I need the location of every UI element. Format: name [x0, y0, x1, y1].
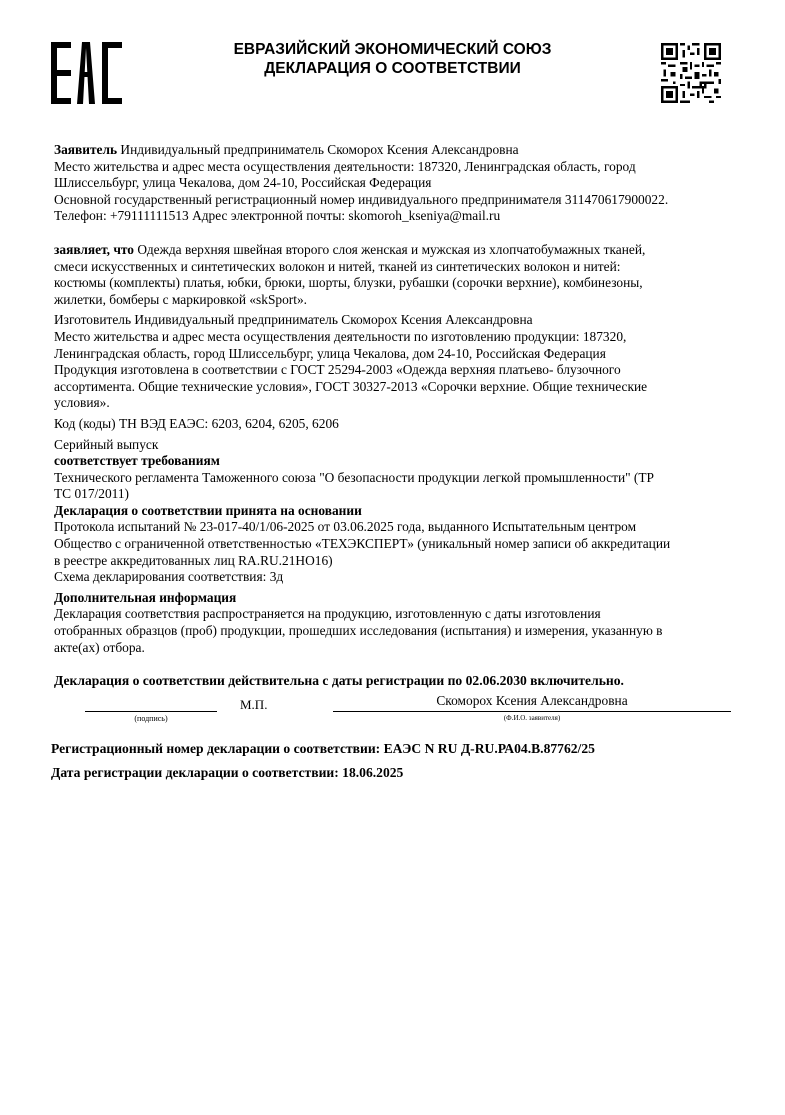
- qr-code-icon[interactable]: [661, 43, 721, 103]
- manufacturer-line-6: условия».: [54, 395, 110, 411]
- declares-line-1: [54, 242, 734, 259]
- signature-line: [85, 711, 217, 712]
- basis-line-3: в реестре аккредитованных лиц RA.RU.21НО16): [54, 552, 333, 568]
- applicant-ogrn: Основной государственный регистрационный номер индивидуального предпринимателя 311470617900022.: [54, 191, 669, 207]
- basis-line-2: Общество с ограниченной ответственностью «ТЕХЭКСПЕРТ» (уникальный номер записи об аккредитации: [54, 536, 671, 552]
- requirements-line-1: Технического регламента Таможенного союза "О безопасности продукции легкой промышленности" (ТР: [54, 469, 655, 485]
- basis-line-1: Протокола испытаний № 23-017-40/1/06-2025 от 03.06.2025 года, выданного Испытательным центром: [54, 519, 637, 535]
- full-name-line: [333, 711, 731, 712]
- requirements-line-2: ТС 017/2011): [54, 486, 130, 502]
- applicant-label: Заявитель: [54, 142, 118, 157]
- declares-line-2: смеси искусственных и синтетических волокон и нитей, тканей из синтетических волокон и нитей:: [54, 258, 621, 274]
- manufacturer-line-2: Место жительства и адрес места осуществления деятельности по изготовлению продукции: 187320,: [54, 328, 627, 344]
- header-union-title: ЕВРАЗИЙСКИЙ ЭКОНОМИЧЕСКИЙ СОЮЗ: [233, 41, 552, 58]
- manufacturer-line-5: ассортимента. Общие технические условия», ГОСТ 30327-2013 «Сорочки верхние. Общие технические: [54, 378, 648, 394]
- declares-line-4: жилетки, бомберы с маркировкой «skSport».: [54, 291, 308, 307]
- applicant-address-line-1: Место жительства и адрес места осуществления деятельности: 187320, Ленинградская область, город: [54, 158, 636, 174]
- tn-ved-codes: Код (коды) ТН ВЭД ЕАЭС: 6203, 6204, 6205, 6206: [54, 415, 339, 431]
- applicant-line: [54, 142, 734, 159]
- additional-info-label: Дополнительная информация: [54, 589, 237, 605]
- document-header: [160, 40, 625, 78]
- declaration-body: [54, 142, 734, 656]
- eac-mark-icon: [51, 42, 123, 104]
- manufacturer-line-1: Изготовитель Индивидуальный предприниматель Скоморох Ксения Александровна: [54, 312, 533, 328]
- validity-statement: Декларация о соответствии действительна с даты регистрации по 02.06.2030 включительно.: [54, 673, 624, 688]
- applicant-address-line-2: Шлиссельбург, улица Чекалова, дом 24-10, Российская Федерация: [54, 175, 432, 191]
- full-name-caption: (Ф.И.О. заявителя): [503, 714, 561, 722]
- serial-production: Серийный выпуск: [54, 436, 159, 452]
- declares-text: Одежда верхняя швейная второго слоя женская и мужская из хлопчатобумажных тканей,: [134, 241, 646, 257]
- applicant-full-name: Скоморох Ксения Александровна: [436, 693, 628, 708]
- additional-info-line-3: акте(ах) отбора.: [54, 639, 145, 655]
- registration-date: Дата регистрации декларации о соответствии: 18.06.2025: [51, 765, 404, 780]
- applicant-contacts: Телефон: +79111111513 Адрес электронной почты: skomoroh_kseniya@mail.ru: [54, 208, 501, 224]
- manufacturer-line-4: Продукция изготовлена в соответствии с ГОСТ 25294-2003 «Одежда верхняя платьево- блузочного: [54, 362, 621, 378]
- additional-info-line-2: отобранных образцов (проб) продукции, прошедших исследования (испытания) и измерения, указанную в: [54, 623, 663, 639]
- stamp-place-label: М.П.: [240, 697, 268, 712]
- registration-number: Регистрационный номер декларации о соответствии: ЕАЭС N RU Д-RU.РА04.В.87762/25: [51, 741, 595, 756]
- declares-label: заявляет, что: [54, 241, 134, 257]
- requirements-label: соответствует требованиям: [54, 453, 220, 469]
- additional-info-line-1: Декларация соответствия распространяется на продукцию, изготовленную с даты изготовления: [54, 606, 601, 622]
- applicant-name: Индивидуальный предприниматель Скоморох Ксения Александровна: [117, 142, 519, 157]
- manufacturer-line-3: Ленинградская область, город Шлиссельбург, улица Чекалова, дом 24-10, Российская Федерация: [54, 345, 606, 361]
- declaration-scheme: Схема декларирования соответствия: 3д: [54, 569, 284, 585]
- signature-caption: (подпись): [134, 714, 168, 723]
- header-declaration-title: ДЕКЛАРАЦИЯ О СООТВЕТСТВИИ: [264, 60, 521, 77]
- declares-line-3: костюмы (комплекты) платья, юбки, брюки, шорты, блузки, рубашки (сорочки верхние), комбинезоны,: [54, 275, 643, 291]
- basis-label: Декларация о соответствии принята на основании: [54, 502, 362, 518]
